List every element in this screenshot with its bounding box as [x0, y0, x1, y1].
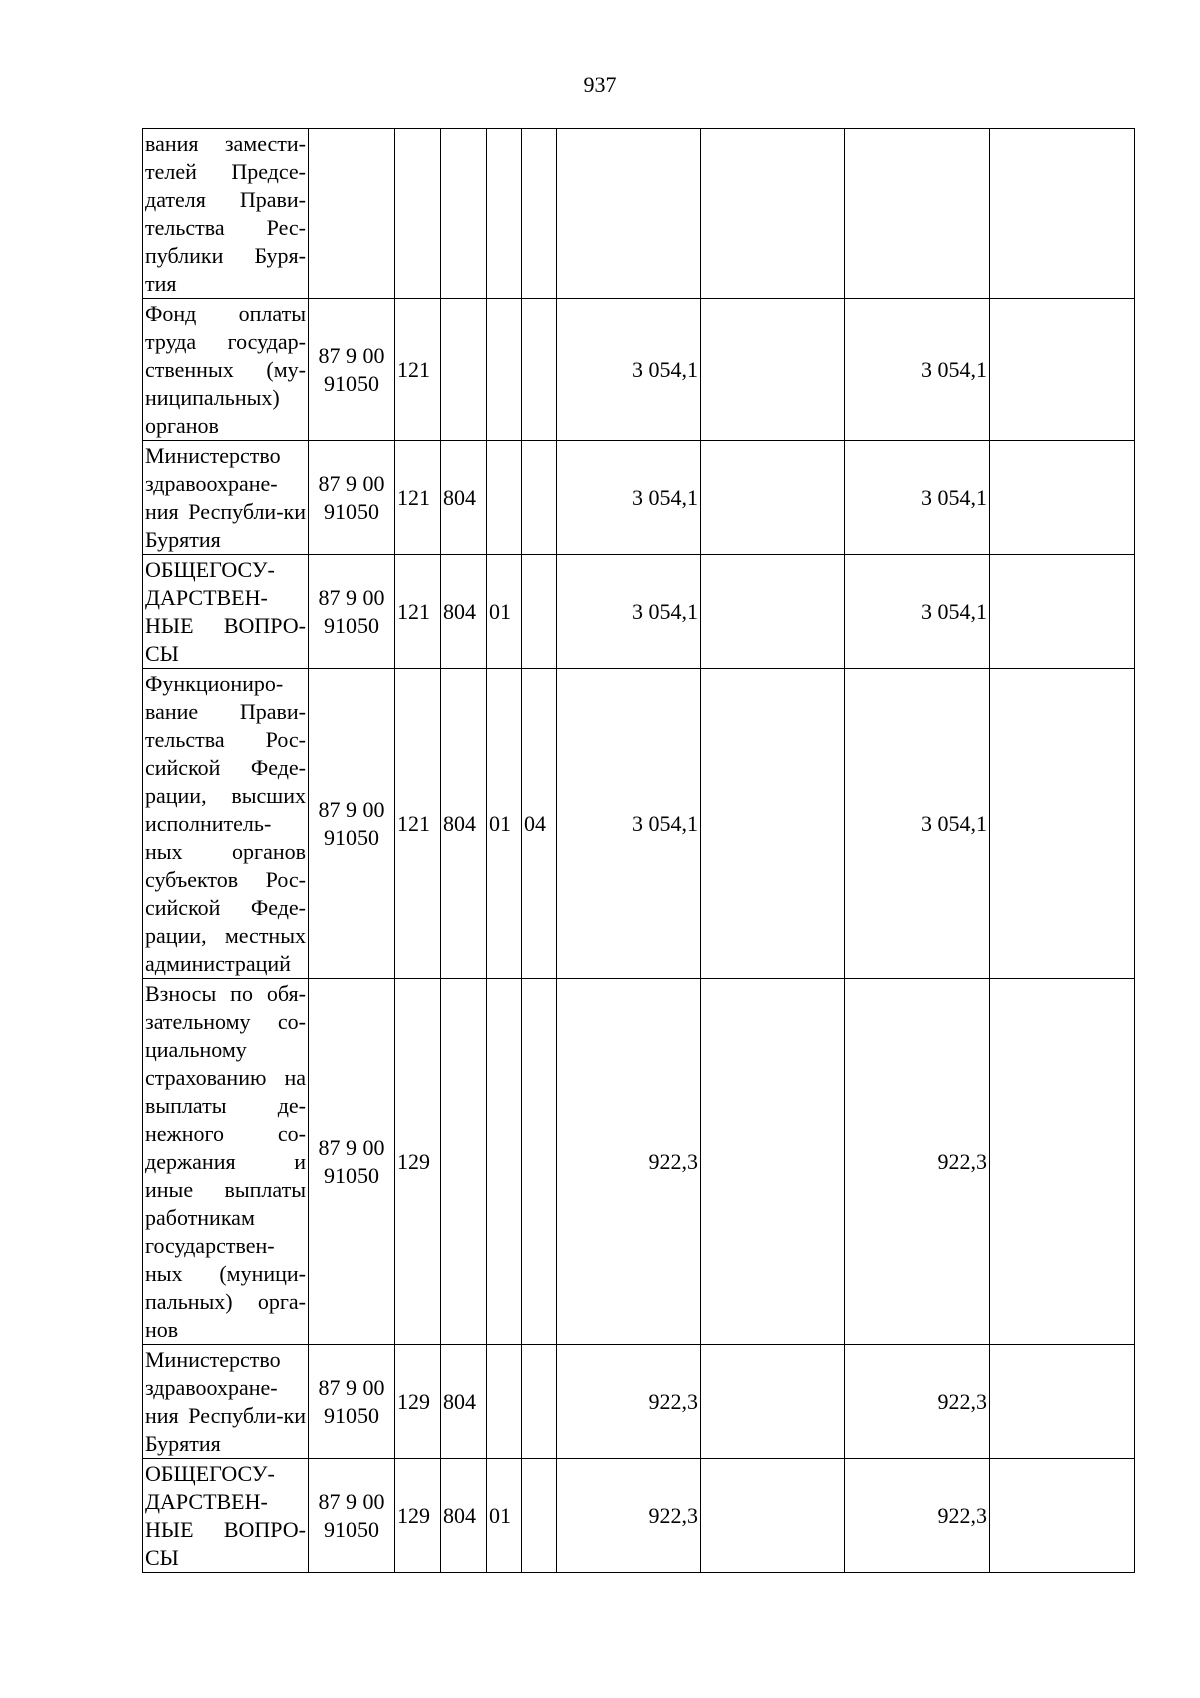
row-name-cell: Министерство здравоохране-ния Республи-ки Бурятия: [143, 1345, 309, 1459]
grbs-cell: [441, 299, 487, 441]
pr-cell: [522, 1345, 557, 1459]
grbs-cell: 804: [441, 1345, 487, 1459]
table-row: [143, 129, 1135, 299]
table-row: [143, 441, 1135, 555]
amount-cell-1: 3 054,1: [557, 299, 701, 441]
csr-code-line2: 91050: [324, 824, 379, 850]
csr-code-line1: 87 9 00: [318, 584, 385, 610]
table-row: [143, 1459, 1135, 1573]
amount-cell-3: 3 054,1: [845, 555, 990, 669]
table-row: [143, 1345, 1135, 1459]
amount-cell-3: 3 054,1: [845, 441, 990, 555]
row-name-cell: Функциониро-вание Прави-тельства Рос-сийской Феде-рации, высших исполнитель-ных органов субъектов Рос-сийской Феде-рации, местных администраций: [143, 669, 309, 979]
amount-cell-3: 922,3: [845, 1459, 990, 1573]
csr-code-line1: 87 9 00: [318, 470, 385, 496]
csr-code-line1: 87 9 00: [318, 1488, 385, 1514]
amount-cell-1: 922,3: [557, 1459, 701, 1573]
row-name-cell: Министерство здравоохране-ния Республи-ки Бурятия: [143, 441, 309, 555]
amount-cell-1: 3 054,1: [557, 555, 701, 669]
rz-cell: [487, 979, 522, 1345]
amount-cell-3: 3 054,1: [845, 299, 990, 441]
amount-cell-1: 922,3: [557, 979, 701, 1345]
rz-cell: [487, 441, 522, 555]
grbs-cell: 804: [441, 1459, 487, 1573]
amount-cell-3: 922,3: [845, 979, 990, 1345]
csr-code-cell: [309, 979, 395, 1345]
amount-cell-3: 922,3: [845, 1345, 990, 1459]
grbs-cell: [441, 129, 487, 299]
vr-cell: 129: [395, 979, 441, 1345]
table-row: [143, 669, 1135, 979]
rz-cell: 01: [487, 1459, 522, 1573]
csr-code-cell: [309, 1459, 395, 1573]
csr-code-line2: 91050: [324, 498, 379, 524]
pr-cell: [522, 129, 557, 299]
amount-cell-4: [990, 979, 1135, 1345]
grbs-cell: 804: [441, 555, 487, 669]
amount-cell-1: 922,3: [557, 1345, 701, 1459]
vr-cell: 121: [395, 441, 441, 555]
amount-cell-4: [990, 669, 1135, 979]
grbs-cell: 804: [441, 441, 487, 555]
amount-cell-2: [701, 555, 845, 669]
amount-cell-2: [701, 1345, 845, 1459]
csr-code-line2: 91050: [324, 1516, 379, 1542]
row-name-cell: ОБЩЕГОСУ-ДАРСТВЕН-НЫЕ ВОПРО-СЫ: [143, 555, 309, 669]
amount-cell-4: [990, 129, 1135, 299]
table-body: [143, 129, 1135, 1573]
page-number: 937: [583, 72, 617, 97]
csr-code-line1: 87 9 00: [318, 1134, 385, 1160]
amount-cell-2: [701, 129, 845, 299]
pr-cell: [522, 441, 557, 555]
csr-code-cell: [309, 555, 395, 669]
amount-cell-4: [990, 555, 1135, 669]
row-name-cell: ОБЩЕГОСУ-ДАРСТВЕН-НЫЕ ВОПРО-СЫ: [143, 1459, 309, 1573]
csr-code-cell: [309, 299, 395, 441]
amount-cell-4: [990, 1345, 1135, 1459]
table-row: [143, 299, 1135, 441]
vr-cell: 121: [395, 555, 441, 669]
table-row: [143, 555, 1135, 669]
amount-cell-3: [845, 129, 990, 299]
amount-cell-4: [990, 1459, 1135, 1573]
amount-cell-3: 3 054,1: [845, 669, 990, 979]
csr-code-line2: 91050: [324, 370, 379, 396]
amount-cell-2: [701, 299, 845, 441]
vr-cell: 121: [395, 299, 441, 441]
pr-cell: [522, 299, 557, 441]
vr-cell: 121: [395, 669, 441, 979]
row-name-cell: Взносы по обя-зательному со-циальному страхованию на выплаты де-нежного со-держания и иные выплаты работникам государствен-ных (муници-пальных) орга-нов: [143, 979, 309, 1345]
table-row: [143, 979, 1135, 1345]
csr-code-line2: 91050: [324, 1402, 379, 1428]
amount-cell-2: [701, 979, 845, 1345]
csr-code-line1: 87 9 00: [318, 796, 385, 822]
csr-code-line1: 87 9 00: [318, 1374, 385, 1400]
row-name-cell: Фонд оплаты труда государ-ственных (му-ниципальных) органов: [143, 299, 309, 441]
csr-code-line2: 91050: [324, 612, 379, 638]
amount-cell-1: [557, 129, 701, 299]
pr-cell: [522, 1459, 557, 1573]
amount-cell-2: [701, 1459, 845, 1573]
budget-table: [142, 128, 1135, 1573]
csr-code-cell: [309, 1345, 395, 1459]
amount-cell-2: [701, 669, 845, 979]
amount-cell-2: [701, 441, 845, 555]
grbs-cell: [441, 979, 487, 1345]
amount-cell-4: [990, 299, 1135, 441]
rz-cell: [487, 1345, 522, 1459]
csr-code-cell: [309, 129, 395, 299]
pr-cell: [522, 555, 557, 669]
pr-cell: 04: [522, 669, 557, 979]
grbs-cell: 804: [441, 669, 487, 979]
amount-cell-1: 3 054,1: [557, 441, 701, 555]
amount-cell-4: [990, 441, 1135, 555]
csr-code-cell: [309, 441, 395, 555]
rz-cell: [487, 299, 522, 441]
amount-cell-1: 3 054,1: [557, 669, 701, 979]
vr-cell: [395, 129, 441, 299]
rz-cell: 01: [487, 669, 522, 979]
vr-cell: 129: [395, 1345, 441, 1459]
csr-code-cell: [309, 669, 395, 979]
rz-cell: 01: [487, 555, 522, 669]
vr-cell: 129: [395, 1459, 441, 1573]
row-name-cell: вания замести-телей Предсе-дателя Прави-тельства Рес-публики Буря-тия: [143, 129, 309, 299]
csr-code-line2: 91050: [324, 1162, 379, 1188]
csr-code-line1: 87 9 00: [318, 342, 385, 368]
pr-cell: [522, 979, 557, 1345]
rz-cell: [487, 129, 522, 299]
